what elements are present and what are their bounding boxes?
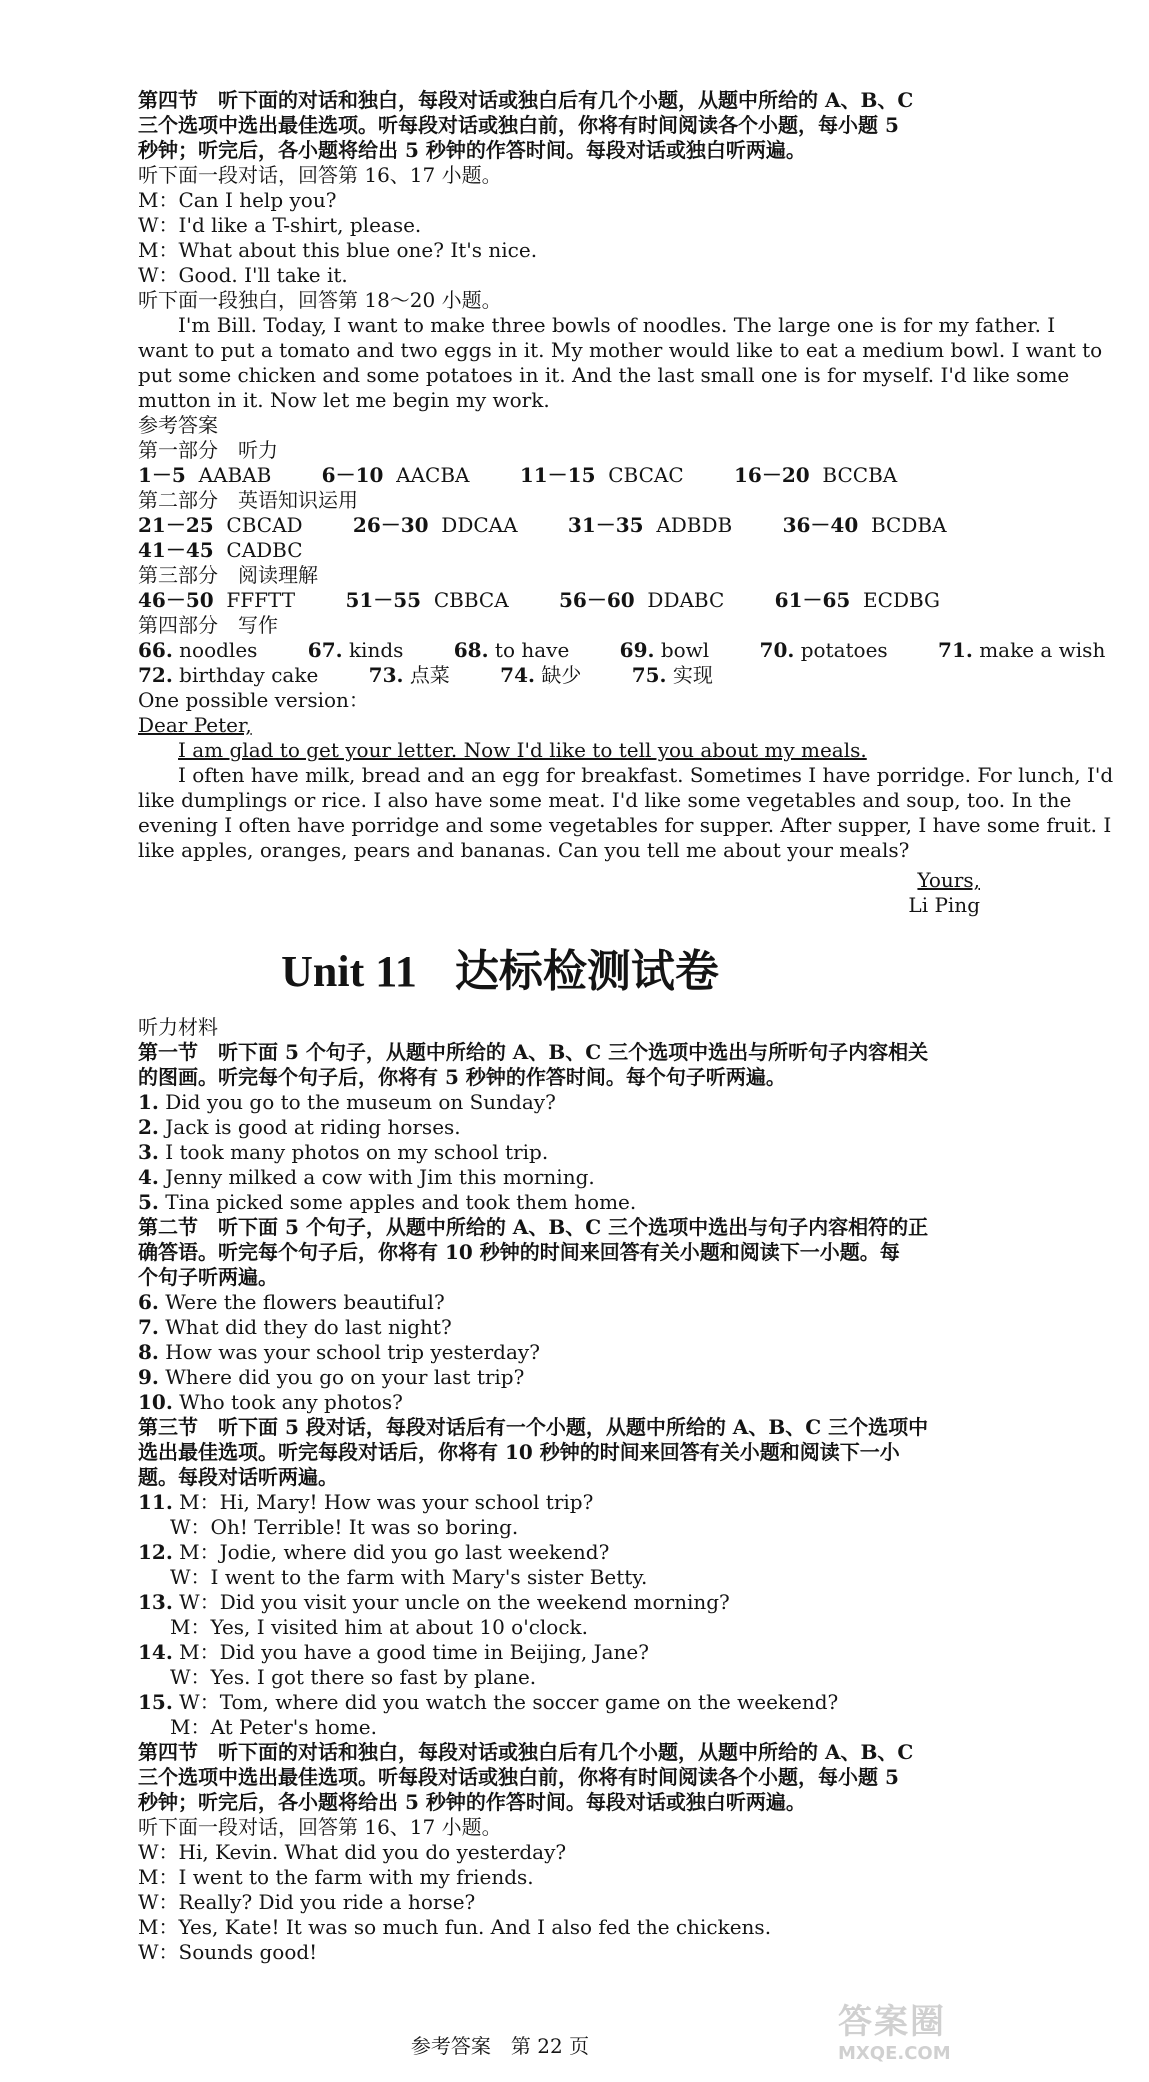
letter-line: like dumplings or rice. I also have some meat. I'd like some vegetables and soup, too. In the bbox=[138, 788, 1072, 812]
monologue-intro: 听下面一段独白，回答第 18～20 小题。 bbox=[138, 288, 502, 312]
s1-header-line: 第一节 听下面 5 个句子，从题中所给的 A、B、C 三个选项中选出与所听句子内容相关 bbox=[138, 1040, 929, 1064]
watermark-text: 答案圈 bbox=[838, 2002, 946, 2042]
s3-header-line: 第三节 听下面 5 段对话，每段对话后有一个小题，从题中所给的 A、B、C 三个选项中 bbox=[138, 1415, 929, 1439]
s4-dialog-line: W：Sounds good! bbox=[138, 1940, 318, 1964]
listening-material-label: 听力材料 bbox=[138, 1015, 218, 1039]
s4-dialog-line: M：Yes, Kate! It was so much fun. And I also fed the chickens. bbox=[138, 1915, 772, 1939]
answer-key: BCCBA bbox=[822, 463, 898, 487]
s4-dialog-line: W：Hi, Kevin. What did you do yesterday? bbox=[138, 1840, 567, 1864]
s4-intro: 听下面一段对话，回答第 16、17 小题。 bbox=[138, 1815, 502, 1839]
s3-item-reply: M：Yes, I visited him at about 10 o'clock. bbox=[170, 1615, 589, 1639]
answer-range: 6－10 bbox=[321, 463, 384, 487]
item-answer: 点菜 bbox=[409, 663, 450, 687]
s3-item-reply: W：I went to the farm with Mary's sister Betty. bbox=[170, 1565, 648, 1589]
answer-range: 31－35 bbox=[567, 513, 644, 537]
part4-header-line1: 第四节 听下面的对话和独白，每段对话或独白后有几个小题，从题中所给的 A、B、C bbox=[138, 88, 914, 112]
writing-answers-row bbox=[138, 663, 990, 688]
item-number: 67. bbox=[307, 638, 343, 662]
s3-item bbox=[138, 1540, 990, 1565]
dialog1-line: M：What about this blue one? It's nice. bbox=[138, 238, 538, 262]
s4-dialog-line: W：Really? Did you ride a horse? bbox=[138, 1890, 476, 1914]
item-number: 6. bbox=[138, 1290, 159, 1314]
s1-item bbox=[138, 1090, 990, 1115]
answer-range: 46－50 bbox=[138, 588, 214, 612]
dialog1-line: W：Good. I'll take it. bbox=[138, 263, 348, 287]
s4-header-line: 第四节 听下面的对话和独白，每段对话或独白后有几个小题，从题中所给的 A、B、C bbox=[138, 1740, 914, 1764]
dialog-line: M：Jodie, where did you go last weekend? bbox=[179, 1540, 610, 1564]
item-text: What did they do last night? bbox=[165, 1315, 452, 1339]
s2-header-line: 个句子听两遍。 bbox=[138, 1265, 278, 1289]
answer-key: BCDBA bbox=[870, 513, 947, 537]
unit-number: Unit 11 bbox=[281, 947, 417, 996]
item-text: Tina picked some apples and took them home. bbox=[165, 1190, 637, 1214]
answer-section-title: 第二部分 英语知识运用 bbox=[138, 488, 358, 512]
item-number: 12. bbox=[138, 1540, 173, 1564]
answer-range: 61－65 bbox=[774, 588, 851, 612]
answer-range: 26－30 bbox=[352, 513, 429, 537]
watermark-logo bbox=[838, 1994, 988, 2074]
letter-line: I am glad to get your letter. Now I'd like to tell you about my meals. bbox=[178, 738, 867, 762]
dialog-line: M：Hi, Mary! How was your school trip? bbox=[179, 1490, 594, 1514]
answer-section-title: 第一部分 听力 bbox=[138, 438, 278, 462]
s2-item bbox=[138, 1365, 990, 1390]
writing-answers-row bbox=[138, 638, 1106, 663]
s1-header-line: 的图画。听完每个句子后，你将有 5 秒钟的作答时间。每个句子听两遍。 bbox=[138, 1065, 786, 1089]
dialog1-line: W：I'd like a T-shirt, please. bbox=[138, 213, 422, 237]
item-number: 74. bbox=[500, 663, 535, 687]
item-answer: kinds bbox=[348, 638, 404, 662]
item-number: 66. bbox=[138, 638, 173, 662]
item-text: Jenny milked a cow with Jim this morning. bbox=[165, 1165, 595, 1189]
item-number: 75. bbox=[631, 663, 667, 687]
item-answer: birthday cake bbox=[179, 663, 319, 687]
letter-greeting: Dear Peter, bbox=[138, 713, 252, 737]
monologue-line: want to put a tomato and two eggs in it. My mother would like to eat a medium bowl. I want to bbox=[138, 338, 1103, 362]
part4-header-line3: 秒钟；听完后，各小题将给出 5 秒钟的作答时间。每段对话或独白听两遍。 bbox=[138, 138, 806, 162]
item-number: 13. bbox=[138, 1590, 173, 1614]
s4-header-line: 三个选项中选出最佳选项。听每段对话或独白前，你将有时间阅读各个小题，每小题 5 bbox=[138, 1765, 899, 1789]
dialog-line: W：Did you visit your uncle on the weekend morning? bbox=[179, 1590, 730, 1614]
item-text: Where did you go on your last trip? bbox=[165, 1365, 525, 1389]
item-number: 69. bbox=[619, 638, 655, 662]
item-answer: to have bbox=[494, 638, 570, 662]
monologue-line: I'm Bill. Today, I want to make three bowls of noodles. The large one is for my father. I bbox=[178, 313, 1056, 337]
answer-key: CBBCA bbox=[433, 588, 509, 612]
answer-range: 1－5 bbox=[138, 463, 186, 487]
answer-row bbox=[138, 463, 990, 488]
item-number: 73. bbox=[368, 663, 404, 687]
answer-range: 16－20 bbox=[734, 463, 810, 487]
item-number: 14. bbox=[138, 1640, 173, 1664]
s3-item bbox=[138, 1490, 990, 1515]
unit-name: 达标检测试卷 bbox=[454, 946, 719, 997]
item-answer: potatoes bbox=[800, 638, 888, 662]
item-number: 70. bbox=[759, 638, 795, 662]
answer-key: FFFTT bbox=[226, 588, 296, 612]
item-number: 3. bbox=[138, 1140, 159, 1164]
signature-name: Li Ping bbox=[908, 893, 980, 917]
unit-title bbox=[0, 944, 1000, 1000]
answer-key: CBCAD bbox=[226, 513, 303, 537]
s3-header-line: 选出最佳选项。听完每段对话后，你将有 10 秒钟的时间来回答有关小题和阅读下一小 bbox=[138, 1440, 900, 1464]
s2-item bbox=[138, 1340, 990, 1365]
answer-range: 21－25 bbox=[138, 513, 214, 537]
item-answer: 缺少 bbox=[541, 663, 582, 687]
answer-key: CADBC bbox=[226, 538, 303, 562]
item-number: 1. bbox=[138, 1090, 159, 1114]
s1-item bbox=[138, 1190, 990, 1215]
dialog-line: M：Did you have a good time in Beijing, Jane? bbox=[179, 1640, 649, 1664]
item-number: 4. bbox=[138, 1165, 159, 1189]
s2-item bbox=[138, 1290, 990, 1315]
s3-item bbox=[138, 1640, 990, 1665]
item-number: 15. bbox=[138, 1690, 173, 1714]
answer-range: 56－60 bbox=[559, 588, 635, 612]
item-text: Were the flowers beautiful? bbox=[165, 1290, 445, 1314]
part4-header-line2: 三个选项中选出最佳选项。听每段对话或独白前，你将有时间阅读各个小题，每小题 5 bbox=[138, 113, 899, 137]
item-number: 10. bbox=[138, 1390, 173, 1414]
answer-range: 51－55 bbox=[345, 588, 422, 612]
item-text: How was your school trip yesterday? bbox=[165, 1340, 540, 1364]
s3-item bbox=[138, 1590, 990, 1615]
item-text: Jack is good at riding horses. bbox=[165, 1115, 461, 1139]
version-label: One possible version： bbox=[138, 688, 369, 712]
dialog-line: W：Tom, where did you watch the soccer game on the weekend? bbox=[179, 1690, 839, 1714]
s2-item bbox=[138, 1390, 990, 1415]
answer-range: 36－40 bbox=[782, 513, 859, 537]
signature-yours: Yours, bbox=[917, 868, 980, 892]
answer-section-title: 第四部分 写作 bbox=[138, 613, 278, 637]
dialog1-intro: 听下面一段对话，回答第 16、17 小题。 bbox=[138, 163, 502, 187]
item-text: Who took any photos? bbox=[179, 1390, 403, 1414]
dialog1-line: M：Can I help you? bbox=[138, 188, 337, 212]
monologue-line: mutton in it. Now let me begin my work. bbox=[138, 388, 550, 412]
item-number: 2. bbox=[138, 1115, 159, 1139]
s3-item bbox=[138, 1690, 990, 1715]
item-text: Did you go to the museum on Sunday? bbox=[165, 1090, 556, 1114]
answer-key: DDCAA bbox=[441, 513, 518, 537]
item-answer: make a wish bbox=[979, 638, 1106, 662]
answer-row bbox=[138, 588, 990, 613]
item-number: 9. bbox=[138, 1365, 159, 1389]
item-number: 5. bbox=[138, 1190, 159, 1214]
answer-key: DDABC bbox=[647, 588, 725, 612]
s4-header-line: 秒钟；听完后，各小题将给出 5 秒钟的作答时间。每段对话或独白听两遍。 bbox=[138, 1790, 806, 1814]
s2-header-line: 确答语。听完每个句子后，你将有 10 秒钟的时间来回答有关小题和阅读下一小题。每 bbox=[138, 1240, 900, 1264]
monologue-line: put some chicken and some potatoes in it. And the last small one is for myself. I'd like some bbox=[138, 363, 1070, 387]
letter-line: I often have milk, bread and an egg for breakfast. Sometimes I have porridge. For lunch, I'd bbox=[178, 763, 1114, 787]
answer-row bbox=[138, 513, 990, 538]
answer-key: AACBA bbox=[396, 463, 470, 487]
s1-item bbox=[138, 1165, 990, 1190]
s3-item-reply: W：Oh! Terrible! It was so boring. bbox=[170, 1515, 519, 1539]
letter-line: like apples, oranges, pears and bananas. Can you tell me about your meals? bbox=[138, 838, 910, 862]
s4-dialog-line: M：I went to the farm with my friends. bbox=[138, 1865, 534, 1889]
reference-answers-title: 参考答案 bbox=[138, 413, 218, 437]
item-number: 7. bbox=[138, 1315, 159, 1339]
answer-key: CBCAC bbox=[608, 463, 684, 487]
page-footer: 参考答案 第 22 页 bbox=[410, 2034, 590, 2058]
item-answer: bowl bbox=[660, 638, 710, 662]
s2-item bbox=[138, 1315, 990, 1340]
s3-item-reply: W：Yes. I got there so fast by plane. bbox=[170, 1665, 537, 1689]
s3-item-reply: M：At Peter's home. bbox=[170, 1715, 377, 1739]
item-number: 11. bbox=[138, 1490, 173, 1514]
item-text: I took many photos on my school trip. bbox=[165, 1140, 549, 1164]
answer-key: ADBDB bbox=[656, 513, 733, 537]
item-number: 72. bbox=[138, 663, 173, 687]
answer-section-title: 第三部分 阅读理解 bbox=[138, 563, 318, 587]
item-answer: 实现 bbox=[672, 663, 713, 687]
answer-key: AABAB bbox=[198, 463, 272, 487]
item-number: 68. bbox=[453, 638, 489, 662]
item-answer: noodles bbox=[179, 638, 258, 662]
s1-item bbox=[138, 1140, 990, 1165]
item-number: 71. bbox=[938, 638, 973, 662]
answer-key: ECDBG bbox=[863, 588, 941, 612]
item-number: 8. bbox=[138, 1340, 159, 1364]
answer-row bbox=[138, 538, 990, 563]
answer-range: 11－15 bbox=[519, 463, 596, 487]
s1-item bbox=[138, 1115, 990, 1140]
s2-header-line: 第二节 听下面 5 个句子，从题中所给的 A、B、C 三个选项中选出与句子内容相符的正 bbox=[138, 1215, 929, 1239]
watermark-url: MXQE.COM bbox=[838, 2043, 951, 2064]
s3-header-line: 题。每段对话听两遍。 bbox=[138, 1465, 338, 1489]
answer-range: 41－45 bbox=[138, 538, 214, 562]
letter-line: evening I often have porridge and some vegetables for supper. After supper, I have some fruit. I bbox=[138, 813, 1112, 837]
